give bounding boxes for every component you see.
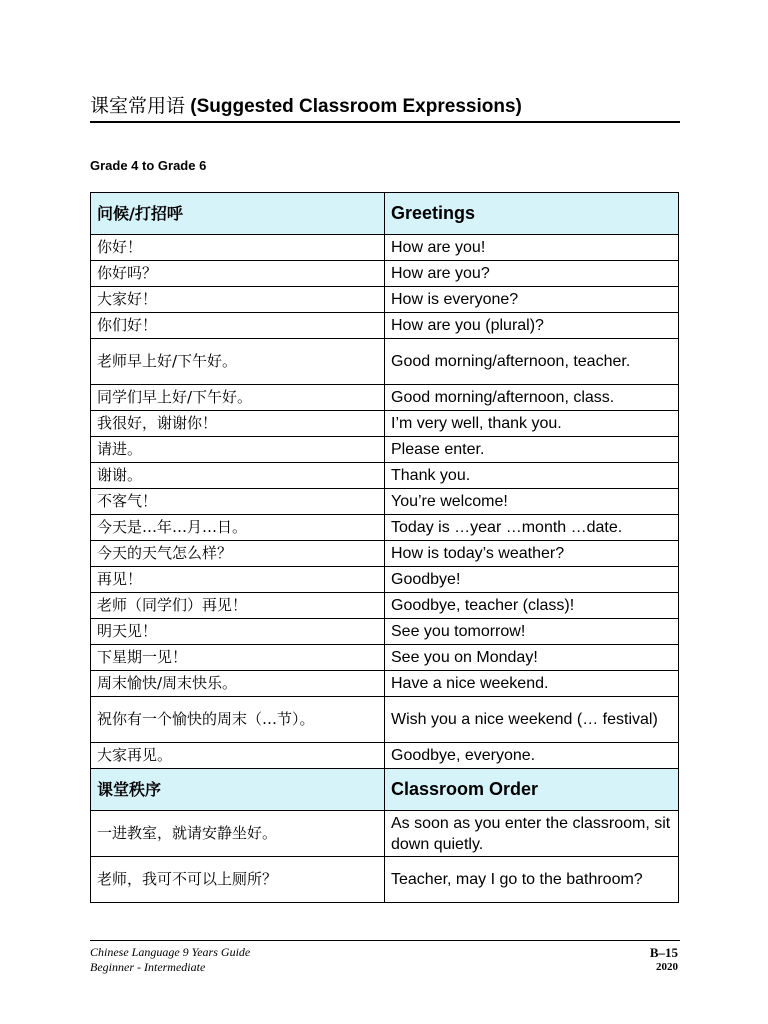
english-expression: How are you! xyxy=(385,235,679,261)
table-row xyxy=(91,235,679,261)
footer-line-2: Beginner - Intermediate xyxy=(90,960,206,974)
table-row xyxy=(91,385,679,411)
table-row xyxy=(91,811,679,857)
chinese-expression: 老师（同学们）再见！ xyxy=(91,593,385,619)
english-expression: Today is …year …month …date. xyxy=(385,515,679,541)
section-header-row xyxy=(91,769,679,811)
chinese-expression: 老师，我可不可以上厕所？ xyxy=(91,857,385,903)
english-expression: You’re welcome! xyxy=(385,489,679,515)
table-row xyxy=(91,645,679,671)
table-row xyxy=(91,313,679,339)
table-row xyxy=(91,671,679,697)
table-row xyxy=(91,463,679,489)
footer-year: 2020 xyxy=(656,961,678,973)
section-title-chinese: 课堂秩序 xyxy=(91,769,385,811)
section-title-chinese: 问候/打招呼 xyxy=(91,193,385,235)
footer-line-1: Chinese Language 9 Years Guide xyxy=(90,945,251,959)
table-row xyxy=(91,489,679,515)
chinese-expression: 大家再见。 xyxy=(91,743,385,769)
table-row xyxy=(91,619,679,645)
english-expression: As soon as you enter the classroom, sit down quietly. xyxy=(385,811,679,857)
english-expression: Have a nice weekend. xyxy=(385,671,679,697)
chinese-expression: 周末愉快/周末快乐。 xyxy=(91,671,385,697)
section-title-english: Greetings xyxy=(385,193,679,235)
table-row xyxy=(91,567,679,593)
chinese-expression: 今天的天气怎么样？ xyxy=(91,541,385,567)
english-expression: Good morning/afternoon, class. xyxy=(385,385,679,411)
english-expression: Goodbye, everyone. xyxy=(385,743,679,769)
english-expression: How are you (plural)? xyxy=(385,313,679,339)
table-row xyxy=(91,437,679,463)
chinese-expression: 请进。 xyxy=(91,437,385,463)
english-expression: How is today’s weather? xyxy=(385,541,679,567)
english-expression: How are you? xyxy=(385,261,679,287)
table-row xyxy=(91,411,679,437)
chinese-expression: 同学们早上好/下午好。 xyxy=(91,385,385,411)
english-expression: Goodbye! xyxy=(385,567,679,593)
english-expression: Good morning/afternoon, teacher. xyxy=(385,339,679,385)
chinese-expression: 大家好！ xyxy=(91,287,385,313)
page-title-english: (Suggested Classroom Expressions) xyxy=(190,96,522,117)
title-divider xyxy=(90,121,680,123)
english-expression: See you tomorrow! xyxy=(385,619,679,645)
english-expression: Wish you a nice weekend (… festival) xyxy=(385,697,679,743)
section-title-english: Classroom Order xyxy=(385,769,679,811)
chinese-expression: 下星期一见！ xyxy=(91,645,385,671)
chinese-expression: 不客气！ xyxy=(91,489,385,515)
footer-page-info xyxy=(650,945,678,975)
page-number: B–15 xyxy=(649,945,678,960)
grade-heading: Grade 4 to Grade 6 xyxy=(90,158,207,173)
english-expression: How is everyone? xyxy=(385,287,679,313)
table-row xyxy=(91,339,679,385)
expressions-table xyxy=(90,192,679,903)
table-row xyxy=(91,515,679,541)
english-expression: See you on Monday! xyxy=(385,645,679,671)
chinese-expression: 你们好！ xyxy=(91,313,385,339)
page-title xyxy=(90,92,680,121)
chinese-expression: 今天是…年…月…日。 xyxy=(91,515,385,541)
chinese-expression: 我很好，谢谢你！ xyxy=(91,411,385,437)
english-expression: Thank you. xyxy=(385,463,679,489)
chinese-expression: 你好！ xyxy=(91,235,385,261)
chinese-expression: 老师早上好/下午好。 xyxy=(91,339,385,385)
chinese-expression: 再见！ xyxy=(91,567,385,593)
page-title-chinese: 课室常用语 xyxy=(90,95,186,117)
chinese-expression: 一进教室，就请安静坐好。 xyxy=(91,811,385,857)
table-row xyxy=(91,743,679,769)
footer-divider xyxy=(90,940,680,941)
chinese-expression: 祝你有一个愉快的周末（…节）。 xyxy=(91,697,385,743)
table-row xyxy=(91,593,679,619)
table-row xyxy=(91,541,679,567)
english-expression: Please enter. xyxy=(385,437,679,463)
table-row xyxy=(91,261,679,287)
footer-guide-title xyxy=(90,945,250,975)
english-expression: I’m very well, thank you. xyxy=(385,411,679,437)
chinese-expression: 谢谢。 xyxy=(91,463,385,489)
chinese-expression: 你好吗？ xyxy=(91,261,385,287)
chinese-expression: 明天见！ xyxy=(91,619,385,645)
table-row xyxy=(91,697,679,743)
section-header-row xyxy=(91,193,679,235)
english-expression: Teacher, may I go to the bathroom? xyxy=(385,857,679,903)
english-expression: Goodbye, teacher (class)! xyxy=(385,593,679,619)
table-row xyxy=(91,287,679,313)
table-row xyxy=(91,857,679,903)
